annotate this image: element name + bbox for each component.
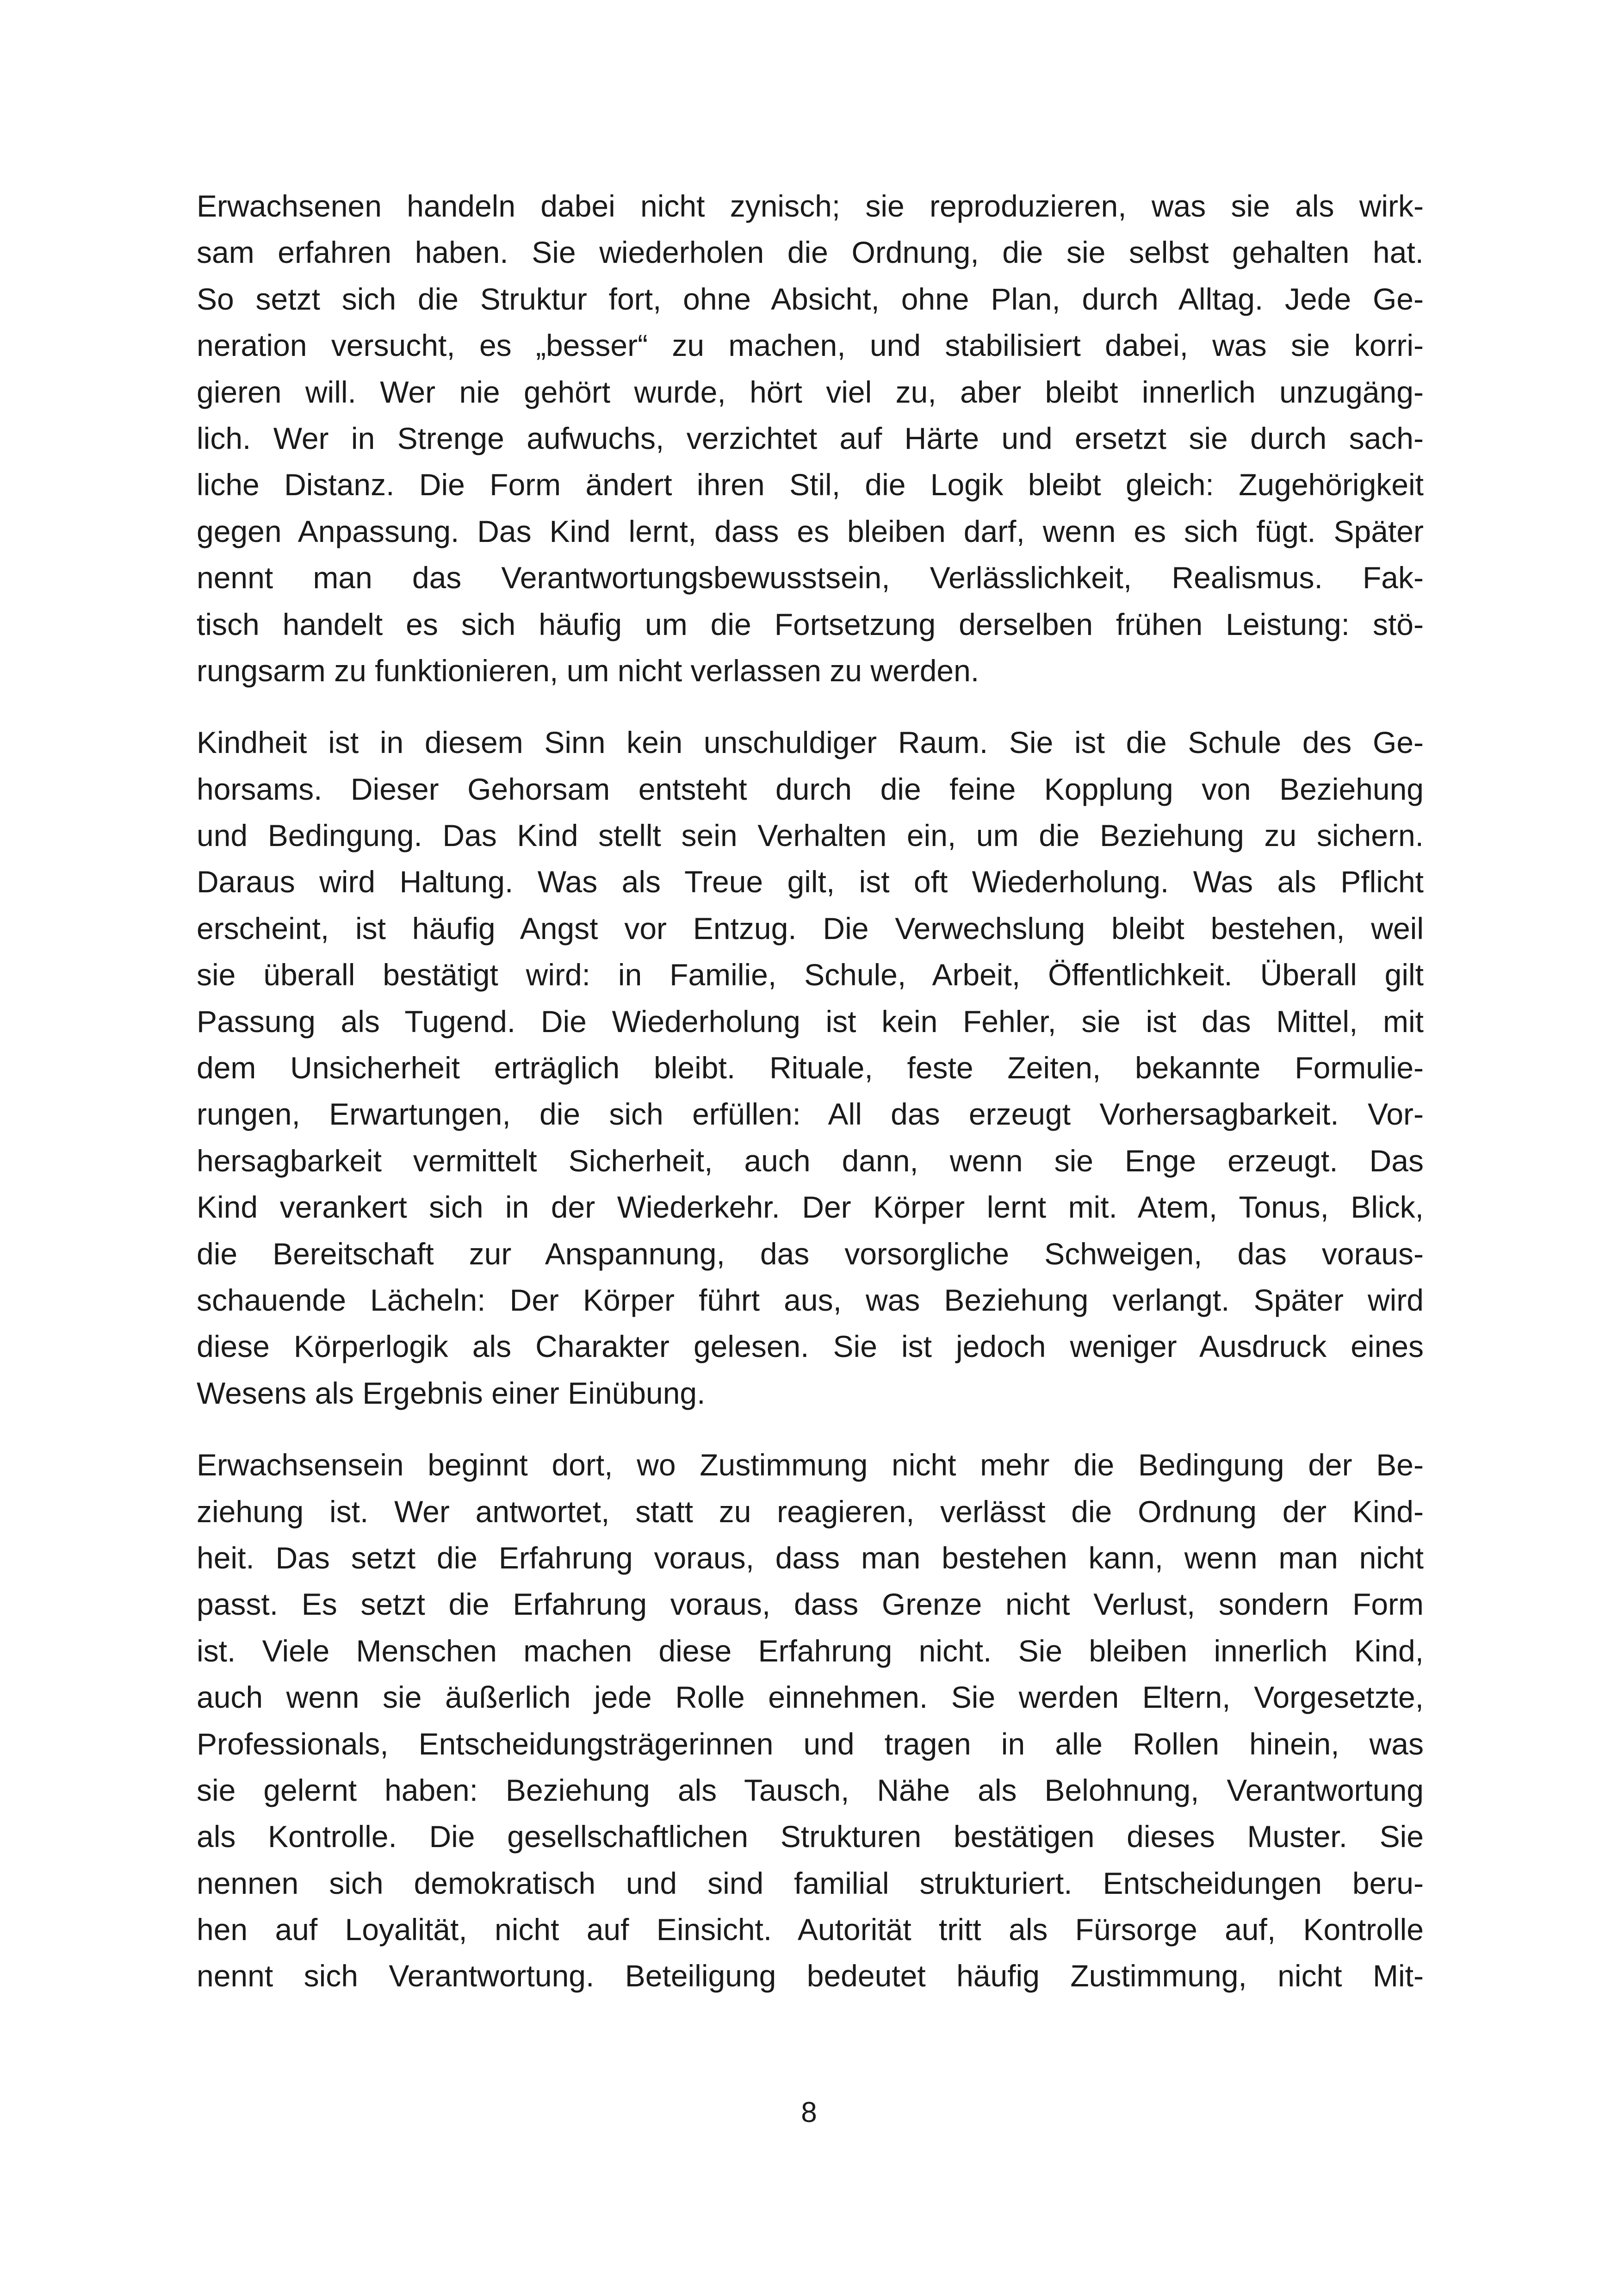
page-number: 8 [801, 2097, 817, 2128]
text-line: sie gelernt haben: Beziehung als Tausch, Nähe als Belohnung, Verantwortung [197, 1773, 1424, 1807]
text-line: Wesens als Ergebnis einer Einübung. [197, 1375, 706, 1410]
text-line: nennt sich Verantwortung. Beteiligung bedeutet häufig Zustimmung, nicht Mit- [197, 1959, 1424, 1993]
text-line: ist. Viele Menschen machen diese Erfahrung nicht. Sie bleiben innerlich Kind, [197, 1633, 1424, 1668]
paragraph-1 [197, 183, 1424, 694]
paragraph-3 [197, 1442, 1424, 1999]
text-line: nennen sich demokratisch und sind familial strukturiert. Entscheidungen beru- [197, 1866, 1424, 1900]
text-line: die Bereitschaft zur Anspannung, das vorsorgliche Schweigen, das voraus- [197, 1236, 1424, 1271]
text-line: rungen, Erwartungen, die sich erfüllen: All das erzeugt Vorhersagbarkeit. Vor- [197, 1097, 1424, 1132]
text-line: Kindheit ist in diesem Sinn kein unschuldiger Raum. Sie ist die Schule des Ge- [197, 725, 1424, 760]
text-line: hen auf Loyalität, nicht auf Einsicht. Autorität tritt als Fürsorge auf, Kontrolle [197, 1912, 1424, 1947]
text-line: Erwachsensein beginnt dort, wo Zustimmung nicht mehr die Bedingung der Be- [197, 1448, 1424, 1482]
text-line: heit. Das setzt die Erfahrung voraus, dass man bestehen kann, wenn man nicht [197, 1540, 1424, 1575]
text-line: neration versucht, es „besser“ zu machen, und stabilisiert dabei, was sie korri- [197, 328, 1424, 363]
text-line: und Bedingung. Das Kind stellt sein Verhalten ein, um die Beziehung zu sichern. [197, 818, 1424, 853]
text-line: Kind verankert sich in der Wiederkehr. Der Körper lernt mit. Atem, Tonus, Blick, [197, 1190, 1424, 1225]
text-line: horsams. Dieser Gehorsam entsteht durch die feine Kopplung von Beziehung [197, 772, 1424, 806]
text-line: gieren will. Wer nie gehört wurde, hört viel zu, aber bleibt innerlich unzugäng- [197, 374, 1424, 409]
text-line: nennt man das Verantwortungsbewusstsein, Verlässlichkeit, Realismus. Fak- [197, 560, 1424, 595]
text-line: Daraus wird Haltung. Was als Treue gilt, ist oft Wiederholung. Was als Pflicht [197, 865, 1424, 899]
text-line: hersagbarkeit vermittelt Sicherheit, auch dann, wenn sie Enge erzeugt. Das [197, 1143, 1424, 1178]
text-line: gegen Anpassung. Das Kind lernt, dass es bleiben darf, wenn es sich fügt. Später [197, 514, 1424, 548]
text-line: Erwachsenen handeln dabei nicht zynisch; sie reproduzieren, was sie als wirk- [197, 189, 1424, 223]
text-line: Passung als Tugend. Die Wiederholung ist kein Fehler, sie ist das Mittel, mit [197, 1004, 1424, 1039]
text-line: tisch handelt es sich häufig um die Fortsetzung derselben frühen Leistung: stö- [197, 607, 1424, 641]
text-line: Professionals, Entscheidungsträgerinnen und tragen in alle Rollen hinein, was [197, 1726, 1424, 1761]
text-line: rungsarm zu funktionieren, um nicht verlassen zu werden. [197, 653, 979, 688]
text-line: lich. Wer in Strenge aufwuchs, verzichtet auf Härte und ersetzt sie durch sach- [197, 421, 1424, 455]
text-line: schauende Lächeln: Der Körper führt aus, was Beziehung verlangt. Später wird [197, 1282, 1424, 1317]
text-line: ziehung ist. Wer antwortet, statt zu reagieren, verlässt die Ordnung der Kind- [197, 1494, 1424, 1529]
text-line: als Kontrolle. Die gesellschaftlichen Strukturen bestätigen dieses Muster. Sie [197, 1819, 1424, 1854]
text-line: dem Unsicherheit erträglich bleibt. Rituale, feste Zeiten, bekannte Formulie- [197, 1051, 1424, 1085]
text-line: auch wenn sie äußerlich jede Rolle einnehmen. Sie werden Eltern, Vorgesetzte, [197, 1680, 1424, 1715]
body-text [197, 183, 1424, 1999]
text-line: sie überall bestätigt wird: in Familie, Schule, Arbeit, Öffentlichkeit. Überall gilt [197, 958, 1424, 992]
paragraph-2 [197, 719, 1424, 1416]
text-line: liche Distanz. Die Form ändert ihren Stil, die Logik bleibt gleich: Zugehörigkeit [197, 467, 1424, 502]
text-line: So setzt sich die Struktur fort, ohne Absicht, ohne Plan, durch Alltag. Jede Ge- [197, 281, 1424, 316]
text-line: sam erfahren haben. Sie wiederholen die Ordnung, die sie selbst gehalten hat. [197, 235, 1424, 270]
text-line: passt. Es setzt die Erfahrung voraus, dass Grenze nicht Verlust, sondern Form [197, 1587, 1424, 1622]
text-line: diese Körperlogik als Charakter gelesen. Sie ist jedoch weniger Ausdruck eines [197, 1329, 1424, 1364]
text-line: erscheint, ist häufig Angst vor Entzug. Die Verwechslung bleibt bestehen, weil [197, 911, 1424, 946]
